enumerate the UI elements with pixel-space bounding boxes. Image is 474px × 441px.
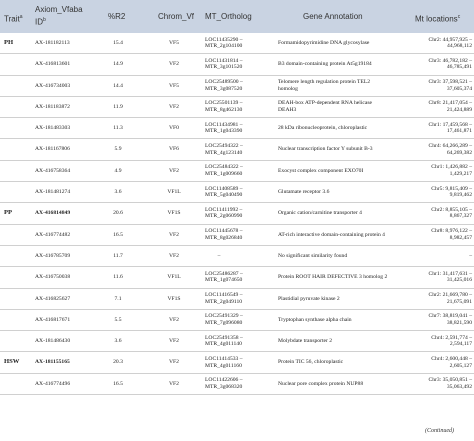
gene-line-1: No significant similarity found bbox=[278, 252, 348, 259]
chrom-cell: VF0 bbox=[169, 125, 179, 132]
gene-line-1: Glutamate receptor 3.6 bbox=[278, 189, 330, 196]
table-row bbox=[0, 203, 474, 224]
trait-cell: PH bbox=[4, 38, 14, 46]
r2-cell: 11.6 bbox=[113, 274, 123, 281]
gene-annotation-cell bbox=[278, 189, 413, 196]
gene-line-1: Plastidial pyruvate kinase 2 bbox=[278, 295, 340, 302]
mt-location-cell bbox=[418, 58, 472, 71]
table-row bbox=[0, 97, 474, 118]
r2-cell: 11.9 bbox=[113, 103, 123, 110]
table-body bbox=[0, 33, 474, 395]
axiom-id-cell: AX-181486430 bbox=[35, 338, 71, 345]
mt-line-1: Chr8: 21,417,054 – bbox=[428, 100, 472, 107]
table-row bbox=[0, 352, 474, 373]
mt-location-cell bbox=[418, 313, 472, 326]
gene-line-1: Protein ROOT HAIR DEFECTIVE 3 homolog 2 bbox=[278, 274, 388, 281]
axiom-id-cell: AX-416774496 bbox=[35, 380, 71, 387]
chrom-cell: VF1L bbox=[167, 189, 181, 196]
gene-annotation-cell bbox=[278, 359, 413, 366]
gene-line-1: Organic cation/carnitine transporter 4 bbox=[278, 210, 362, 217]
mt-line-1: Chr1: 1,426,882 – bbox=[431, 164, 472, 171]
mt-line-1: Chr3: 37,598,521 – bbox=[428, 79, 472, 86]
mt-location-cell bbox=[418, 377, 472, 390]
mt-line-2: 46,785,491 bbox=[446, 64, 472, 71]
ortholog-line-1: LOC11414533 – bbox=[205, 355, 243, 362]
mt-location-cell bbox=[418, 271, 472, 284]
chrom-cell: VF2 bbox=[169, 252, 179, 259]
ortholog-line-2: MTR_2g104100 bbox=[205, 43, 243, 50]
ortholog-line-2: MTR_8g026840 bbox=[205, 234, 243, 241]
chrom-cell: VF2 bbox=[169, 380, 179, 387]
mt-line-2: 64,269,382 bbox=[446, 149, 472, 156]
header-ortholog: MT_Ortholog bbox=[205, 12, 252, 21]
ortholog-line-2: MTR_1g009660 bbox=[205, 170, 243, 177]
r2-cell: 20.3 bbox=[113, 359, 123, 366]
axiom-id-cell: AX-416813601 bbox=[35, 61, 71, 68]
axiom-id-cell: AX-181167806 bbox=[35, 146, 70, 153]
chrom-cell: VF1L bbox=[167, 274, 181, 281]
mt-line-1: Chr1: 17,459,568 – bbox=[428, 121, 472, 128]
axiom-id-cell: AX-416785709 bbox=[35, 252, 71, 259]
trait-cell: HSW bbox=[4, 357, 20, 365]
gene-annotation-cell bbox=[278, 274, 413, 281]
r2-cell: 5.5 bbox=[114, 316, 122, 323]
table-row bbox=[0, 225, 474, 246]
mt-line-1: Chr4: 64,266,289 – bbox=[428, 142, 472, 149]
mt-location-cell bbox=[418, 292, 472, 305]
mt-line-1: – bbox=[469, 252, 472, 259]
ortholog-cell bbox=[205, 186, 269, 199]
axiom-id-cell: AX-416750038 bbox=[35, 274, 71, 281]
ortholog-line-1: LOC11422606 – bbox=[205, 377, 243, 384]
header-trait: Trait$^a$ bbox=[4, 14, 23, 24]
ortholog-cell bbox=[205, 79, 269, 92]
ortholog-line-2: MTR_3g101520 bbox=[205, 64, 243, 71]
r2-cell: 11.7 bbox=[113, 252, 123, 259]
mt-line-1: Chr4: 2,591,774 – bbox=[431, 334, 472, 341]
ortholog-cell bbox=[205, 58, 269, 71]
gene-line-1: Nuclear transcription factor Y subunit B-3 bbox=[278, 146, 373, 153]
header-chrom: Chrom_Vf bbox=[158, 12, 195, 21]
mt-line-2: 8,982,457 bbox=[449, 234, 472, 241]
r2-cell: 20.6 bbox=[113, 210, 123, 217]
gene-line-2: homolog bbox=[278, 85, 298, 92]
r2-cell: 4.9 bbox=[114, 167, 122, 174]
gene-annotation-cell bbox=[278, 381, 413, 388]
gene-annotation-cell bbox=[278, 125, 413, 132]
header-r2: %R2 bbox=[108, 12, 126, 21]
axiom-id-cell: AX-416825627 bbox=[35, 295, 71, 302]
mt-location-cell bbox=[418, 122, 472, 135]
axiom-id-cell: AX-181481274 bbox=[35, 189, 71, 196]
r2-cell: 14.4 bbox=[113, 82, 123, 89]
mt-line-2: 21,675,091 bbox=[446, 298, 472, 305]
mt-location-cell bbox=[418, 228, 472, 241]
ortholog-line-2: MTR_4g123140 bbox=[205, 149, 243, 156]
axiom-id-cell: AX-416758364 bbox=[35, 167, 71, 174]
chrom-cell: VF2 bbox=[169, 338, 179, 345]
ortholog-cell bbox=[205, 228, 269, 241]
table-row bbox=[0, 76, 474, 97]
chrom-cell: VF5 bbox=[169, 82, 179, 89]
mt-line-1: Chr2: 44,957,925 – bbox=[428, 36, 472, 43]
header-mt: Mt locations$^c$ bbox=[415, 14, 461, 24]
chrom-cell: VF5 bbox=[169, 40, 179, 46]
trait-cell: PP bbox=[4, 208, 13, 216]
mt-line-1: Chr5: 9,815,409 – bbox=[431, 185, 472, 192]
mt-line-2: 31,425,016 bbox=[446, 277, 472, 284]
header-axiom: Axiom_Vfaba $ID^b$ bbox=[35, 5, 83, 27]
gene-line-1: AT-rich interactive domain-containing protein 4 bbox=[278, 231, 385, 238]
mt-line-2: 38,821,590 bbox=[446, 319, 472, 326]
mt-line-2: 8,867,327 bbox=[449, 213, 472, 220]
mt-location-cell bbox=[418, 207, 472, 220]
chrom-cell: VF2 bbox=[169, 231, 179, 238]
ortholog-cell bbox=[205, 37, 269, 50]
mt-line-1: Chr4: 2,600,448 – bbox=[431, 355, 472, 362]
chrom-cell: VF2 bbox=[169, 316, 179, 323]
ortholog-line-1: – bbox=[217, 252, 221, 259]
gene-annotation-cell bbox=[278, 232, 413, 239]
gene-line-1: Tryptophan synthase alpha chain bbox=[278, 316, 352, 323]
ortholog-line-1: LOC25489500 – bbox=[205, 79, 243, 86]
gene-line-1: Molybdate transporter 2 bbox=[278, 338, 333, 345]
gene-line-2: DEAH3 bbox=[278, 106, 297, 113]
mt-line-2: 2,605,127 bbox=[449, 362, 472, 369]
ortholog-line-2: MTR_2g049110 bbox=[205, 298, 243, 305]
mt-location-cell bbox=[418, 335, 472, 348]
mt-location-cell bbox=[418, 186, 472, 199]
gene-line-1: Protein TIC 56, chloroplastic bbox=[278, 359, 344, 366]
ortholog-line-2: MTR_8g462130 bbox=[205, 106, 243, 113]
ortholog-line-2: MTR_5g040490 bbox=[205, 192, 243, 199]
table-row bbox=[0, 374, 474, 395]
mt-line-1: Chr3: 35,050,851 – bbox=[428, 377, 472, 384]
mt-line-1: Chr7: 38,819,041 – bbox=[428, 313, 472, 320]
ortholog-cell bbox=[205, 313, 269, 326]
gene-annotation-cell bbox=[278, 338, 413, 345]
ortholog-line-2: MTR_3g068320 bbox=[205, 383, 243, 390]
gene-annotation-cell bbox=[278, 296, 413, 303]
table-row bbox=[0, 118, 474, 139]
mt-line-2: 35,063,492 bbox=[446, 383, 472, 390]
gene-annotation-cell bbox=[278, 168, 413, 175]
r2-cell: 3.6 bbox=[114, 338, 122, 345]
r2-cell: 3.6 bbox=[114, 189, 122, 196]
ortholog-line-1: LOC11408589 – bbox=[205, 185, 243, 192]
ortholog-cell bbox=[205, 377, 269, 390]
mt-location-cell bbox=[418, 356, 472, 369]
gene-annotation-cell bbox=[278, 100, 413, 113]
chrom-cell: VF1S bbox=[167, 210, 181, 217]
axiom-id-cell: AX-416734003 bbox=[35, 82, 71, 89]
axiom-id-cell: AX-181182113 bbox=[35, 40, 70, 46]
table-row bbox=[0, 246, 474, 267]
chrom-cell: VF1S bbox=[167, 295, 181, 302]
mt-line-1: Chr2: 8,855,105 – bbox=[431, 206, 472, 213]
mt-location-cell bbox=[418, 37, 472, 50]
gene-line-1: Formamidopyrimidine DNA glycosylase bbox=[278, 40, 370, 46]
ortholog-line-1: LOC11434981 – bbox=[205, 121, 243, 128]
r2-cell: 11.3 bbox=[113, 125, 123, 132]
mt-line-2: 2,594,117 bbox=[449, 341, 472, 348]
axiom-id-cell: AX-416814849 bbox=[35, 210, 71, 217]
axiom-id-cell: AX-181183872 bbox=[35, 103, 70, 110]
gene-line-1: Exocyst complex component EXO70I bbox=[278, 167, 364, 174]
ortholog-cell bbox=[205, 164, 269, 177]
mt-line-1: Chr8: 8,976,122 – bbox=[431, 228, 472, 235]
ortholog-line-2: MTR_1g074650 bbox=[205, 277, 243, 284]
table-row bbox=[0, 267, 474, 288]
gene-annotation-cell bbox=[278, 79, 413, 92]
table-row bbox=[0, 289, 474, 310]
ortholog-cell bbox=[205, 335, 269, 348]
mt-line-1: Chr1: 31,417,631 – bbox=[428, 270, 472, 277]
ortholog-line-2: MTR_1g043390 bbox=[205, 128, 243, 135]
gene-annotation-cell bbox=[278, 40, 413, 47]
table-row bbox=[0, 161, 474, 182]
ortholog-line-1: LOC25501139 – bbox=[205, 100, 243, 107]
mt-line-2: 44,968,112 bbox=[447, 43, 472, 50]
ortholog-cell bbox=[205, 271, 269, 284]
chrom-cell: VF2 bbox=[169, 103, 179, 110]
table-row bbox=[0, 139, 474, 160]
gene-line-1: Nuclear pore complex protein NUP88 bbox=[278, 380, 364, 387]
ortholog-cell bbox=[205, 356, 269, 369]
table-header bbox=[0, 0, 474, 33]
ortholog-cell bbox=[205, 253, 233, 260]
r2-cell: 16.5 bbox=[113, 231, 123, 238]
r2-cell: 15.4 bbox=[113, 40, 123, 46]
ortholog-line-1: LOC25484322 – bbox=[205, 164, 243, 171]
ortholog-line-2: MTR_2g060990 bbox=[205, 213, 243, 220]
table-row bbox=[0, 54, 474, 75]
ortholog-line-2: MTR_4g011160 bbox=[205, 362, 242, 369]
mt-location-cell bbox=[418, 79, 472, 92]
ortholog-line-1: LOC11411992 – bbox=[205, 206, 243, 213]
mt-location-cell bbox=[418, 253, 472, 260]
gene-annotation-cell bbox=[278, 317, 413, 324]
ortholog-line-1: LOC11416549 – bbox=[205, 292, 243, 299]
mt-line-2: 17,461,871 bbox=[446, 128, 472, 135]
ortholog-line-1: LOC11435290 – bbox=[205, 36, 243, 43]
r2-cell: 16.5 bbox=[113, 380, 123, 387]
axiom-id-cell: AX-181155165 bbox=[35, 359, 70, 366]
header-gene: Gene Annotation bbox=[303, 12, 363, 21]
continued-note: (Continued) bbox=[425, 428, 454, 434]
ortholog-line-1: LOC25494322 – bbox=[205, 142, 243, 149]
ortholog-line-2: MTR_4g011140 bbox=[205, 341, 242, 348]
ortholog-line-1: LOC11445678 – bbox=[205, 228, 243, 235]
ortholog-cell bbox=[205, 100, 269, 113]
r2-cell: 7.1 bbox=[114, 295, 122, 302]
axiom-id-cell: AX-416774482 bbox=[35, 231, 71, 238]
mt-line-1: Chr3: 46,782,182 – bbox=[428, 57, 472, 64]
gene-line-1: 28 kDa ribonucleoprotein, chloroplastic bbox=[278, 125, 368, 132]
gene-line-1: B3 domain-containing protein At5g19184 bbox=[278, 61, 372, 68]
mt-location-cell bbox=[418, 164, 472, 177]
mt-line-2: 1,429,217 bbox=[449, 170, 472, 177]
chrom-cell: VF2 bbox=[169, 61, 179, 68]
r2-cell: 14.9 bbox=[113, 61, 123, 68]
chrom-cell: VF2 bbox=[169, 167, 179, 174]
ortholog-cell bbox=[205, 122, 269, 135]
mt-location-cell bbox=[418, 100, 472, 113]
ortholog-cell bbox=[205, 143, 269, 156]
gene-annotation-cell bbox=[278, 253, 413, 260]
ortholog-line-1: LOC11431814 – bbox=[205, 57, 243, 64]
gene-annotation-cell bbox=[278, 61, 413, 68]
gene-line-1: DEAH-box ATP-dependent RNA helicase bbox=[278, 100, 372, 107]
chrom-cell: VF6 bbox=[169, 146, 179, 153]
ortholog-cell bbox=[205, 207, 269, 220]
table-row bbox=[0, 182, 474, 203]
ortholog-line-1: LOC25486287 – bbox=[205, 270, 243, 277]
gene-annotation-cell bbox=[278, 210, 413, 217]
r2-cell: 5.9 bbox=[114, 146, 122, 153]
axiom-id-cell: AX-416817671 bbox=[35, 316, 71, 323]
ortholog-cell bbox=[205, 292, 269, 305]
table-row bbox=[0, 33, 474, 54]
mt-line-1: Chr2: 21,669,780 – bbox=[428, 292, 472, 299]
axiom-id-cell: AX-181483303 bbox=[35, 125, 71, 132]
table-row bbox=[0, 331, 474, 352]
mt-line-2: 21,424,889 bbox=[446, 106, 472, 113]
mt-location-cell bbox=[418, 143, 472, 156]
ortholog-line-1: LOC25491358 – bbox=[205, 334, 243, 341]
mt-line-2: 9,819,462 bbox=[449, 192, 472, 199]
gene-line-1: Telomere length regulation protein TEL2 bbox=[278, 79, 371, 86]
table-row bbox=[0, 310, 474, 331]
chrom-cell: VF2 bbox=[169, 359, 179, 366]
ortholog-line-1: LOC25491329 – bbox=[205, 313, 243, 320]
ortholog-line-2: MTR_7g096080 bbox=[205, 319, 243, 326]
mt-line-2: 37,605,374 bbox=[446, 85, 472, 92]
ortholog-line-2: MTR_3g087520 bbox=[205, 85, 243, 92]
gene-annotation-cell bbox=[278, 146, 413, 153]
